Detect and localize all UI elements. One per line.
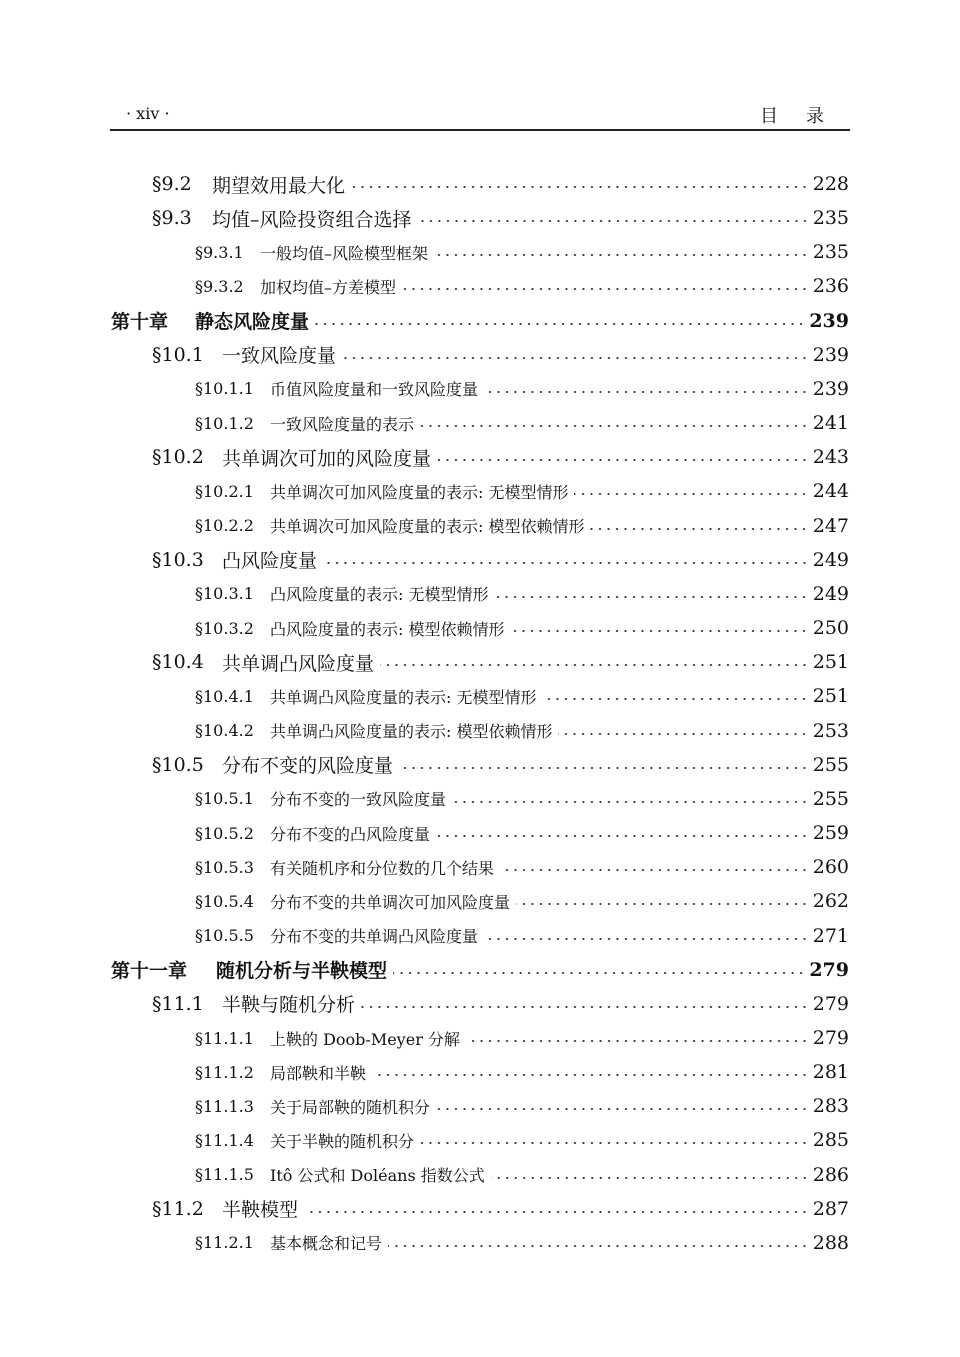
entry-number: §9.3 [152, 207, 192, 230]
entry-page: 260 [812, 856, 849, 879]
toc-chapter[interactable] [111, 304, 849, 338]
entry-number: §10.3.1 [195, 584, 254, 604]
entry-title: 分布不变的共单调凸风险度量 [270, 927, 479, 947]
entry-title: 一致风险度量 [222, 345, 337, 368]
dot-leader [434, 253, 809, 257]
entry-title: 币值风险度量和一致风险度量 [270, 380, 479, 400]
entry-title: 有关随机序和分位数的几个结果 [270, 858, 495, 878]
entry-page: 247 [812, 514, 849, 537]
entry-page: 241 [812, 412, 849, 435]
toc-subsection[interactable] [195, 1021, 849, 1055]
entry-title: 半鞅与随机分析 [222, 994, 356, 1017]
entry-number: §10.2 [152, 446, 204, 469]
dot-leader [590, 527, 808, 531]
entry-page: 288 [812, 1231, 849, 1254]
toc-section[interactable] [152, 440, 849, 474]
dot-leader [452, 800, 809, 804]
toc-subsection[interactable] [195, 884, 849, 918]
entry-page: 279 [809, 958, 849, 981]
entry-title: 共单调凸风险度量的表示: 模型依赖情形 [270, 722, 553, 742]
toc-subsection[interactable] [195, 372, 849, 406]
entry-title: 静态风险度量 [195, 311, 310, 334]
entry-number: §11.1.1 [195, 1028, 254, 1048]
entry-title: 共单调凸风险度量 [222, 652, 375, 675]
entry-number: §10.3 [152, 548, 204, 571]
toc-section[interactable] [152, 987, 849, 1021]
dot-leader [315, 322, 805, 326]
entry-title: 期望效用最大化 [212, 174, 346, 197]
toc-subsection[interactable] [195, 611, 849, 645]
entry-title: Itô 公式和 Doléans 指数公式 [270, 1166, 485, 1186]
toc-section[interactable] [152, 338, 849, 372]
toc-section[interactable] [152, 645, 849, 679]
entry-page: 228 [812, 173, 849, 195]
entry-number: §10.4.2 [195, 721, 254, 741]
entry-number: §10.5.3 [195, 857, 254, 877]
entry-title: 分布不变的一致风险度量 [270, 790, 447, 810]
entry-page: 250 [812, 617, 849, 640]
toc-subsection[interactable] [195, 679, 849, 713]
entry-number: §10.2.1 [195, 481, 254, 501]
entry-title: 共单调次可加的风险度量 [222, 447, 432, 470]
entry-page: 255 [812, 787, 849, 810]
dot-leader [436, 1107, 809, 1111]
entry-number: §10.2.2 [195, 516, 254, 536]
toc-section[interactable] [152, 543, 849, 577]
dot-leader [304, 1210, 809, 1214]
dot-leader [399, 766, 809, 770]
dot-leader [494, 595, 808, 599]
dot-leader [420, 424, 809, 428]
entry-page: 235 [812, 207, 849, 230]
entry-page: 287 [812, 1197, 849, 1220]
dot-leader [500, 868, 809, 872]
entry-title: 一致风险度量的表示 [270, 414, 415, 434]
header-rule [110, 129, 850, 131]
entry-title: 共单调次可加风险度量的表示: 模型依赖情形 [270, 517, 585, 537]
dot-leader [402, 287, 809, 291]
entry-title: 均值–风险投资组合选择 [212, 208, 412, 231]
entry-page: 239 [812, 377, 849, 400]
entry-number: §10.4 [152, 651, 204, 674]
entry-page: 249 [812, 582, 849, 605]
entry-page: 259 [812, 822, 849, 845]
toc-subsection[interactable] [195, 577, 849, 611]
toc-subsection[interactable] [195, 474, 849, 508]
entry-page: 251 [812, 685, 849, 708]
toc-subsection[interactable] [195, 235, 849, 269]
entry-number: §10.1.2 [195, 413, 254, 433]
dot-leader [510, 629, 808, 633]
dot-leader [372, 1073, 809, 1077]
entry-title: 分布不变的凸风险度量 [270, 824, 431, 844]
entry-title: 随机分析与半鞅模型 [216, 960, 388, 983]
page-number: · xiv · [126, 104, 170, 123]
entry-title: 关于半鞅的随机积分 [270, 1131, 415, 1151]
entry-title: 加权均值–方差模型 [260, 277, 397, 297]
entry-number: §10.1.1 [195, 379, 254, 399]
entry-page: 243 [812, 446, 849, 469]
entry-number: 第十一章 [111, 960, 188, 983]
toc-subsection[interactable] [195, 816, 849, 850]
entry-title: 凸风险度量的表示: 无模型情形 [270, 585, 489, 605]
toc-subsection[interactable] [195, 1226, 849, 1260]
entry-title: 分布不变的共单调次可加风险度量 [270, 892, 511, 912]
entry-number: §10.5.5 [195, 926, 254, 946]
entry-number: §10.5.4 [195, 891, 254, 911]
entry-number: §11.1.4 [195, 1130, 254, 1150]
toc-section[interactable] [152, 201, 849, 235]
dot-leader [574, 492, 808, 496]
dot-leader [393, 971, 805, 975]
entry-number: §9.3.1 [195, 242, 244, 262]
entry-number: §11.1.2 [195, 1062, 254, 1082]
entry-number: §11.1.3 [195, 1096, 254, 1116]
dot-leader [558, 732, 808, 736]
entry-title: 共单调次可加风险度量的表示: 无模型情形 [270, 482, 569, 502]
entry-page: 239 [809, 309, 849, 332]
toc-subsection[interactable] [195, 850, 849, 884]
entry-title: 局部鞅和半鞅 [270, 1063, 367, 1083]
entry-number: §10.5.2 [195, 823, 254, 843]
toc-subsection[interactable] [195, 1089, 849, 1123]
entry-title: 共单调凸风险度量的表示: 无模型情形 [270, 687, 537, 707]
toc-chapter[interactable] [111, 953, 849, 987]
toc-subsection[interactable] [195, 269, 849, 303]
entry-page: 279 [812, 992, 849, 1015]
entry-page: 285 [812, 1129, 849, 1152]
toc-subsection[interactable] [195, 406, 849, 440]
dot-leader [418, 219, 809, 223]
entry-number: §10.5.1 [195, 789, 254, 809]
toc-subsection[interactable] [195, 509, 849, 543]
entry-page: 244 [812, 480, 849, 503]
entry-number: §10.4.1 [195, 686, 254, 706]
toc-section[interactable] [152, 748, 849, 782]
entry-number: §10.5 [152, 753, 204, 776]
entry-title: 分布不变的风险度量 [222, 755, 394, 778]
dot-leader [361, 1005, 809, 1009]
entry-title: 半鞅模型 [222, 1199, 299, 1222]
entry-title: 凸风险度量的表示: 模型依赖情形 [270, 619, 505, 639]
toc-section[interactable] [152, 167, 849, 201]
toc-subsection[interactable] [195, 919, 849, 953]
entry-page: 239 [812, 343, 849, 366]
dot-leader [420, 1141, 809, 1145]
dot-leader [388, 1244, 809, 1248]
dot-leader [323, 561, 809, 565]
entry-number: §11.1 [152, 992, 204, 1015]
entry-number: §10.3.2 [195, 618, 254, 638]
dot-leader [342, 356, 809, 360]
entry-page: 251 [812, 651, 849, 674]
dot-leader [380, 663, 809, 667]
toc-subsection[interactable] [195, 1123, 849, 1157]
dot-leader [437, 458, 809, 462]
entry-page: 249 [812, 548, 849, 571]
toc-subsection[interactable] [195, 1055, 849, 1089]
entry-title: 一般均值–风险模型框架 [260, 243, 429, 263]
entry-page: 235 [812, 241, 849, 264]
entry-title: 上鞅的 Doob-Meyer 分解 [270, 1029, 460, 1049]
dot-leader [516, 902, 809, 906]
entry-title: 基本概念和记号 [270, 1234, 383, 1254]
dot-leader [484, 937, 809, 941]
dot-leader [436, 834, 809, 838]
dot-leader [491, 1176, 809, 1180]
entry-page: 283 [812, 1095, 849, 1118]
dot-leader [466, 1039, 809, 1043]
dot-leader [484, 390, 809, 394]
entry-page: 286 [812, 1163, 849, 1186]
entry-title: 关于局部鞅的随机积分 [270, 1097, 431, 1117]
entry-number: §11.1.5 [195, 1165, 254, 1185]
dot-leader [351, 185, 809, 189]
entry-number: §11.2 [152, 1197, 204, 1220]
toc-section[interactable] [152, 1192, 849, 1226]
entry-page: 281 [812, 1061, 849, 1084]
toc-subsection[interactable] [195, 782, 849, 816]
entry-page: 279 [812, 1027, 849, 1049]
entry-number: §10.1 [152, 343, 204, 366]
entry-page: 236 [812, 275, 849, 298]
entry-page: 255 [812, 753, 849, 776]
toc-subsection[interactable] [195, 1158, 849, 1192]
entry-number: 第十章 [111, 311, 169, 334]
entry-number: §9.2 [152, 173, 192, 195]
toc-subsection[interactable] [195, 714, 849, 748]
entry-title: 凸风险度量 [222, 550, 318, 573]
entry-number: §11.2.1 [195, 1233, 254, 1253]
entry-number: §9.3.2 [195, 276, 244, 296]
entry-page: 262 [812, 890, 849, 913]
running-title: 目录 [760, 106, 852, 127]
entry-page: 271 [812, 924, 849, 947]
dot-leader [542, 697, 808, 701]
entry-page: 253 [812, 719, 849, 742]
